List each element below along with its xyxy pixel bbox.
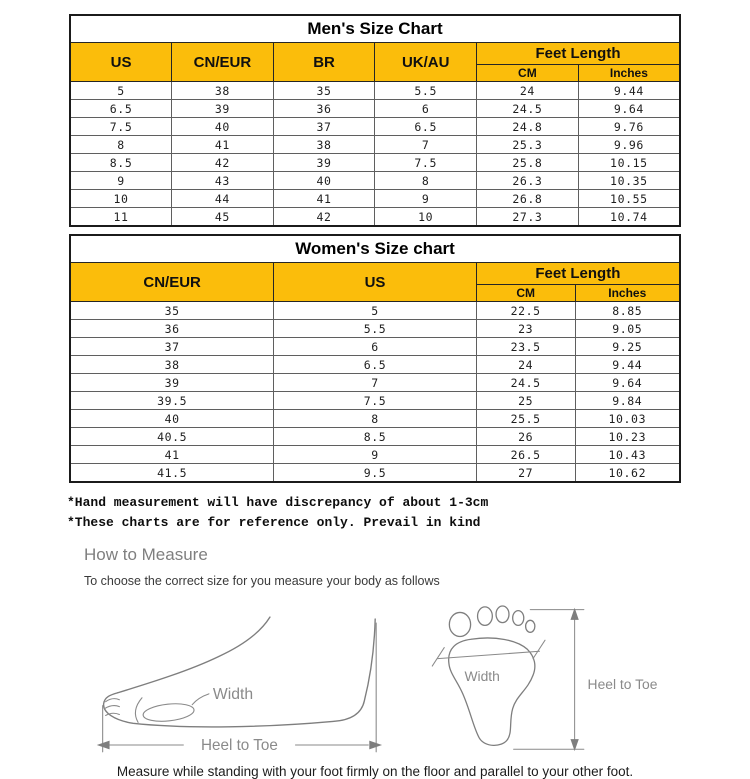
table-cell: 23 xyxy=(476,320,575,338)
table-cell: 42 xyxy=(172,154,274,172)
table-cell: 41.5 xyxy=(70,464,274,483)
how-to-measure-heading: How to Measure xyxy=(84,545,208,564)
table-cell: 22.5 xyxy=(476,302,575,320)
table-cell: 39.5 xyxy=(70,392,274,410)
table-cell: 9.5 xyxy=(274,464,477,483)
table-cell: 10.62 xyxy=(575,464,680,483)
table-cell: 6.5 xyxy=(375,118,477,136)
table-cell: 10.55 xyxy=(578,190,680,208)
table-cell: 7.5 xyxy=(70,118,172,136)
table-cell: 5 xyxy=(70,82,172,100)
table-row xyxy=(70,428,680,446)
column-header-us: US xyxy=(274,263,477,302)
table-row xyxy=(70,338,680,356)
table-cell: 7 xyxy=(274,374,477,392)
notes-block xyxy=(67,493,683,532)
table-cell: 39 xyxy=(172,100,274,118)
table-cell: 8 xyxy=(274,410,477,428)
table-cell: 24.8 xyxy=(477,118,579,136)
table-cell: 25.5 xyxy=(476,410,575,428)
measure-caption: Measure while standing with your foot firmly on the floor and parallel to your other foot. xyxy=(116,764,634,779)
table-cell: 41 xyxy=(70,446,274,464)
column-header-inches: Inches xyxy=(578,65,680,82)
how-to-measure-subtitle: To choose the correct size for you measure your body as follows xyxy=(84,574,440,588)
table-cell: 40 xyxy=(70,410,274,428)
width-label: Width xyxy=(464,667,500,684)
table-cell: 44 xyxy=(172,190,274,208)
table-cell: 6 xyxy=(375,100,477,118)
measurement-diagrams xyxy=(0,598,750,758)
table-cell: 10.03 xyxy=(575,410,680,428)
column-header-br: BR xyxy=(273,43,375,82)
table-cell: 27.3 xyxy=(477,208,579,227)
table-row xyxy=(70,172,680,190)
table-cell: 9.96 xyxy=(578,136,680,154)
table-cell: 35 xyxy=(273,82,375,100)
footprint-top-view-diagram xyxy=(423,600,668,758)
table-cell: 10 xyxy=(70,190,172,208)
table-cell: 8.85 xyxy=(575,302,680,320)
column-header-us: US xyxy=(70,43,172,82)
column-header-cn-eur: CN/EUR xyxy=(70,263,274,302)
table-cell: 24 xyxy=(476,356,575,374)
table-cell: 8 xyxy=(70,136,172,154)
table-cell: 39 xyxy=(70,374,274,392)
mens-table-title: Men's Size Chart xyxy=(70,15,680,43)
table-cell: 10 xyxy=(375,208,477,227)
table-cell: 9 xyxy=(70,172,172,190)
table-cell: 38 xyxy=(172,82,274,100)
table-row xyxy=(70,374,680,392)
table-cell: 25.8 xyxy=(477,154,579,172)
table-cell: 25.3 xyxy=(477,136,579,154)
table-row xyxy=(70,356,680,374)
table-row xyxy=(70,82,680,100)
womens-size-table xyxy=(69,234,681,483)
heel-to-toe-label: Heel to Toe xyxy=(200,736,278,754)
table-cell: 8.5 xyxy=(70,154,172,172)
table-row xyxy=(70,136,680,154)
table-cell: 38 xyxy=(273,136,375,154)
table-row xyxy=(70,100,680,118)
table-cell: 9.44 xyxy=(578,82,680,100)
table-cell: 5.5 xyxy=(274,320,477,338)
table-cell: 36 xyxy=(273,100,375,118)
column-header-cm: CM xyxy=(476,285,575,302)
table-cell: 40 xyxy=(273,172,375,190)
table-cell: 43 xyxy=(172,172,274,190)
table-cell: 8 xyxy=(375,172,477,190)
table-cell: 38 xyxy=(70,356,274,374)
table-cell: 40.5 xyxy=(70,428,274,446)
table-row xyxy=(70,392,680,410)
table-cell: 41 xyxy=(273,190,375,208)
table-cell: 11 xyxy=(70,208,172,227)
table-cell: 9.05 xyxy=(575,320,680,338)
table-cell: 5.5 xyxy=(375,82,477,100)
table-cell: 25 xyxy=(476,392,575,410)
table-cell: 26 xyxy=(476,428,575,446)
table-cell: 24.5 xyxy=(477,100,579,118)
table-cell: 41 xyxy=(172,136,274,154)
note-line: *Hand measurement will have discrepancy of about 1-3cm xyxy=(67,495,489,510)
table-cell: 8.5 xyxy=(274,428,477,446)
table-cell: 42 xyxy=(273,208,375,227)
table-row xyxy=(70,154,680,172)
table-cell: 9.64 xyxy=(578,100,680,118)
table-cell: 39 xyxy=(273,154,375,172)
table-cell: 6 xyxy=(274,338,477,356)
table-cell: 26.3 xyxy=(477,172,579,190)
table-cell: 6.5 xyxy=(274,356,477,374)
table-cell: 26.8 xyxy=(477,190,579,208)
table-cell: 23.5 xyxy=(476,338,575,356)
table-cell: 24.5 xyxy=(476,374,575,392)
table-cell: 9 xyxy=(274,446,477,464)
table-cell: 27 xyxy=(476,464,575,483)
table-cell: 9.44 xyxy=(575,356,680,374)
foot-side-view-diagram xyxy=(82,610,387,758)
foot-side-view-drawing xyxy=(82,610,387,758)
mens-size-table xyxy=(69,14,681,227)
column-header-uk-au: UK/AU xyxy=(375,43,477,82)
table-cell: 10.74 xyxy=(578,208,680,227)
table-cell: 10.15 xyxy=(578,154,680,172)
table-row xyxy=(70,446,680,464)
womens-table-title: Women's Size chart xyxy=(70,235,680,263)
width-label: Width xyxy=(212,685,254,703)
table-cell: 35 xyxy=(70,302,274,320)
table-cell: 7 xyxy=(375,136,477,154)
table-cell: 6.5 xyxy=(70,100,172,118)
table-cell: 7.5 xyxy=(375,154,477,172)
column-header-feet-length: Feet Length xyxy=(477,43,681,65)
table-row xyxy=(70,302,680,320)
table-cell: 7.5 xyxy=(274,392,477,410)
table-cell: 26.5 xyxy=(476,446,575,464)
table-cell: 9.76 xyxy=(578,118,680,136)
table-row xyxy=(70,320,680,338)
heel-to-toe-label: Heel to Toe xyxy=(587,676,658,693)
column-header-feet-length: Feet Length xyxy=(476,263,680,285)
footprint-top-view-drawing xyxy=(423,600,668,758)
table-cell: 9.84 xyxy=(575,392,680,410)
table-cell: 9.25 xyxy=(575,338,680,356)
column-header-inches: Inches xyxy=(575,285,680,302)
table-cell: 10.43 xyxy=(575,446,680,464)
table-cell: 10.23 xyxy=(575,428,680,446)
table-row xyxy=(70,208,680,227)
table-row xyxy=(70,118,680,136)
table-cell: 36 xyxy=(70,320,274,338)
table-cell: 9.64 xyxy=(575,374,680,392)
table-cell: 37 xyxy=(273,118,375,136)
table-cell: 24 xyxy=(477,82,579,100)
column-header-cn-eur: CN/EUR xyxy=(172,43,274,82)
table-row xyxy=(70,410,680,428)
table-cell: 45 xyxy=(172,208,274,227)
note-line: *These charts are for reference only. Prevail in kind xyxy=(67,514,481,530)
table-row xyxy=(70,190,680,208)
womens-table-body xyxy=(70,302,680,483)
table-cell: 10.35 xyxy=(578,172,680,190)
table-cell: 37 xyxy=(70,338,274,356)
table-cell: 40 xyxy=(172,118,274,136)
mens-table-body xyxy=(70,82,680,227)
table-cell: 9 xyxy=(375,190,477,208)
table-row xyxy=(70,464,680,483)
table-cell: 5 xyxy=(274,302,477,320)
column-header-cm: CM xyxy=(477,65,579,82)
